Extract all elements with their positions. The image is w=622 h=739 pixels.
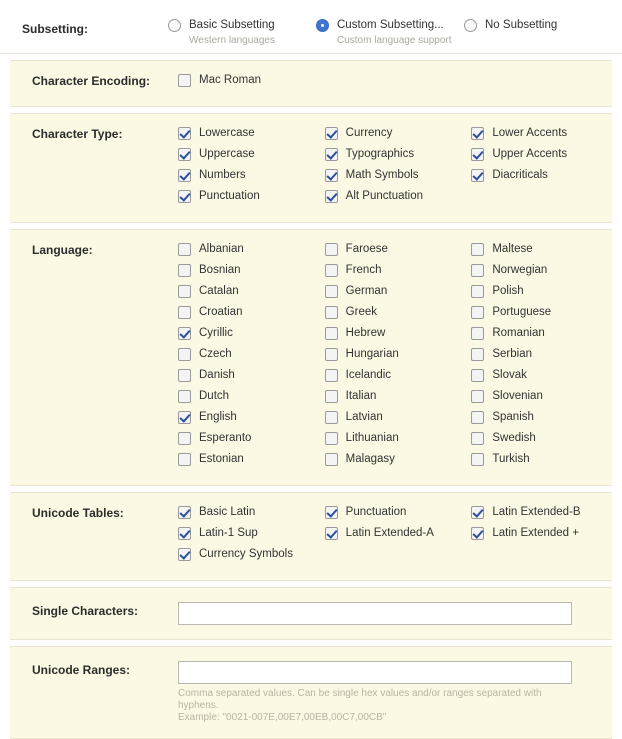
checkbox-greek-icon[interactable] [325, 306, 338, 319]
checkbox-faroese-icon[interactable] [325, 243, 338, 256]
checkbox-danish[interactable] [178, 368, 325, 389]
subsetting-option-basic-sub: Western languages [189, 35, 275, 46]
language-section [10, 229, 612, 486]
checkbox-estonian-icon[interactable] [178, 453, 191, 466]
checkbox-cyrillic[interactable] [178, 326, 325, 347]
unicode-ranges-helper-line2: Example: "0021-007E,00E7,00EB,00C7,00CB" [178, 712, 387, 723]
language-column-3 [471, 242, 618, 473]
checkbox-upper-accents[interactable] [471, 147, 618, 168]
checkbox-lithuanian-icon[interactable] [325, 432, 338, 445]
checkbox-alt-punctuation-icon[interactable] [325, 190, 338, 203]
checkbox-dutch[interactable] [178, 389, 325, 410]
checkbox-latin-extended-b-label: Latin Extended-B [492, 506, 581, 518]
language-options [178, 242, 618, 473]
checkbox-catalan[interactable] [178, 284, 325, 305]
checkbox-cyrillic-icon[interactable] [178, 327, 191, 340]
checkbox-lower-accents[interactable] [471, 126, 618, 147]
unicode-ranges-helper-line1: Comma separated values. Can be single hex values and/or ranges separated with hyphens. [178, 688, 542, 711]
character-type-column-1 [178, 126, 325, 210]
checkbox-punctuation-label: Punctuation [199, 190, 260, 202]
checkbox-uppercase-label: Uppercase [199, 148, 255, 160]
checkbox-typographics[interactable] [325, 147, 472, 168]
checkbox-albanian[interactable] [178, 242, 325, 263]
character-encoding-column-1 [178, 73, 326, 94]
checkbox-basic-latin-icon[interactable] [178, 506, 191, 519]
checkbox-polish-icon[interactable] [471, 285, 484, 298]
subsetting-radio-group [168, 0, 622, 46]
checkbox-latin-extended-plus-label: Latin Extended + [492, 527, 579, 539]
checkbox-croatian-icon[interactable] [178, 306, 191, 319]
checkbox-malagasy-label: Malagasy [345, 453, 395, 465]
checkbox-latin-extended-b-icon[interactable] [471, 506, 484, 519]
unicode-ranges-label: Unicode Ranges: [32, 663, 131, 677]
radio-custom-subsetting-icon[interactable] [316, 19, 329, 32]
checkbox-maltese-icon[interactable] [471, 243, 484, 256]
checkbox-norwegian-icon[interactable] [471, 264, 484, 277]
checkbox-latin-extended-plus-icon[interactable] [471, 527, 484, 540]
checkbox-hungarian[interactable] [325, 347, 472, 368]
language-label: Language: [32, 243, 93, 257]
checkbox-icelandic[interactable] [325, 368, 472, 389]
checkbox-latin-1-sup[interactable] [178, 526, 325, 547]
checkbox-math-symbols[interactable] [325, 168, 472, 189]
checkbox-serbian[interactable] [471, 347, 618, 368]
checkbox-esperanto[interactable] [178, 431, 325, 452]
language-column-2 [325, 242, 472, 473]
checkbox-romanian[interactable] [471, 326, 618, 347]
unicode-tables-column-2 [325, 505, 472, 568]
subsetting-option-none[interactable] [464, 18, 612, 46]
checkbox-punctuation[interactable] [178, 189, 325, 210]
checkbox-uppercase[interactable] [178, 147, 325, 168]
checkbox-cyrillic-label: Cyrillic [199, 327, 233, 339]
checkbox-diacriticals-icon[interactable] [471, 169, 484, 182]
checkbox-diacriticals-label: Diacriticals [492, 169, 548, 181]
subsetting-option-custom-sub: Custom language support [337, 35, 452, 46]
checkbox-malagasy-icon[interactable] [325, 453, 338, 466]
checkbox-typographics-label: Typographics [345, 148, 415, 160]
radio-basic-subsetting-icon[interactable] [168, 19, 181, 32]
character-type-column-3 [471, 126, 618, 210]
checkbox-basic-latin[interactable] [178, 505, 325, 526]
checkbox-french-icon[interactable] [325, 264, 338, 277]
checkbox-esperanto-label: Esperanto [199, 432, 252, 444]
checkbox-norwegian[interactable] [471, 263, 618, 284]
checkbox-latin-extended-a-icon[interactable] [325, 527, 338, 540]
checkbox-english[interactable] [178, 410, 325, 431]
unicode-tables-column-1 [178, 505, 325, 568]
checkbox-hebrew[interactable] [325, 326, 472, 347]
checkbox-unicode-punctuation-icon[interactable] [325, 506, 338, 519]
checkbox-slovenian[interactable] [471, 389, 618, 410]
checkbox-spanish-icon[interactable] [471, 411, 484, 424]
unicode-tables-section [10, 492, 612, 581]
checkbox-unicode-punctuation[interactable] [325, 505, 472, 526]
checkbox-lowercase-icon[interactable] [178, 127, 191, 140]
checkbox-swedish-icon[interactable] [471, 432, 484, 445]
checkbox-turkish-icon[interactable] [471, 453, 484, 466]
character-type-options [178, 126, 618, 210]
unicode-ranges-section [10, 646, 612, 739]
checkbox-latvian-icon[interactable] [325, 411, 338, 424]
checkbox-basic-latin-label: Basic Latin [199, 506, 256, 518]
checkbox-typographics-icon[interactable] [325, 148, 338, 161]
checkbox-lower-accents-label: Lower Accents [492, 127, 568, 139]
checkbox-latin-extended-a[interactable] [325, 526, 472, 547]
character-encoding-label: Character Encoding: [32, 74, 151, 88]
checkbox-spanish-label: Spanish [492, 411, 534, 423]
checkbox-maltese[interactable] [471, 242, 618, 263]
checkbox-english-icon[interactable] [178, 411, 191, 424]
checkbox-estonian-label: Estonian [199, 453, 244, 465]
checkbox-lowercase[interactable] [178, 126, 325, 147]
checkbox-latin-1-sup-icon[interactable] [178, 527, 191, 540]
checkbox-lowercase-label: Lowercase [199, 127, 255, 139]
subsetting-option-custom[interactable] [316, 18, 464, 46]
checkbox-currency-symbols-label: Currency Symbols [199, 548, 293, 560]
unicode-tables-column-3 [471, 505, 618, 568]
checkbox-slovak-icon[interactable] [471, 369, 484, 382]
character-type-column-2 [325, 126, 472, 210]
checkbox-german-icon[interactable] [325, 285, 338, 298]
checkbox-slovak-label: Slovak [492, 369, 527, 381]
checkbox-faroese[interactable] [325, 242, 472, 263]
checkbox-diacriticals[interactable] [471, 168, 618, 189]
checkbox-malagasy[interactable] [325, 452, 472, 473]
checkbox-alt-punctuation-label: Alt Punctuation [345, 190, 424, 202]
checkbox-english-label: English [199, 411, 237, 423]
checkbox-upper-accents-icon[interactable] [471, 148, 484, 161]
subsetting-option-basic[interactable] [168, 18, 316, 46]
checkbox-portuguese-label: Portuguese [492, 306, 552, 318]
checkbox-spanish[interactable] [471, 410, 618, 431]
character-type-label: Character Type: [32, 127, 123, 141]
checkbox-lower-accents-icon[interactable] [471, 127, 484, 140]
checkbox-estonian[interactable] [178, 452, 325, 473]
checkbox-lithuanian-label: Lithuanian [345, 432, 399, 444]
checkbox-currency-symbols[interactable] [178, 547, 325, 568]
checkbox-currency-icon[interactable] [325, 127, 338, 140]
checkbox-swedish-label: Swedish [492, 432, 536, 444]
checkbox-albanian-icon[interactable] [178, 243, 191, 256]
unicode-tables-label: Unicode Tables: [32, 506, 124, 520]
checkbox-latvian[interactable] [325, 410, 472, 431]
subsetting-label: Subsetting: [22, 22, 88, 36]
checkbox-latin-extended-a-label: Latin Extended-A [345, 527, 434, 539]
checkbox-czech-icon[interactable] [178, 348, 191, 361]
subsetting-option-basic-label: Basic Subsetting [189, 19, 275, 31]
checkbox-alt-punctuation[interactable] [325, 189, 472, 210]
checkbox-catalan-icon[interactable] [178, 285, 191, 298]
checkbox-currency-symbols-icon[interactable] [178, 548, 191, 561]
checkbox-slovak[interactable] [471, 368, 618, 389]
checkbox-lithuanian[interactable] [325, 431, 472, 452]
checkbox-turkish-label: Turkish [492, 453, 530, 465]
checkbox-icelandic-icon[interactable] [325, 369, 338, 382]
checkbox-numbers-label: Numbers [199, 169, 246, 181]
checkbox-swedish[interactable] [471, 431, 618, 452]
checkbox-currency-label: Currency [345, 127, 393, 139]
checkbox-latin-extended-plus[interactable] [471, 526, 618, 547]
checkbox-czech[interactable] [178, 347, 325, 368]
checkbox-bosnian-icon[interactable] [178, 264, 191, 277]
single-characters-input[interactable] [178, 602, 572, 625]
checkbox-mac-roman[interactable] [178, 73, 326, 94]
subsetting-option-none-label: No Subsetting [485, 19, 558, 31]
single-characters-section [10, 587, 612, 640]
checkbox-catalan-label: Catalan [199, 285, 239, 297]
unicode-ranges-input[interactable] [178, 661, 572, 684]
checkbox-dutch-icon[interactable] [178, 390, 191, 403]
checkbox-italian[interactable] [325, 389, 472, 410]
unicode-ranges-helper [178, 688, 578, 724]
checkbox-norwegian-label: Norwegian [492, 264, 548, 276]
language-column-1 [178, 242, 325, 473]
checkbox-maltese-label: Maltese [492, 243, 533, 255]
checkbox-upper-accents-label: Upper Accents [492, 148, 568, 160]
checkbox-serbian-label: Serbian [492, 348, 532, 360]
checkbox-dutch-label: Dutch [199, 390, 230, 402]
checkbox-bosnian[interactable] [178, 263, 325, 284]
checkbox-hebrew-label: Hebrew [345, 327, 386, 339]
checkbox-croatian[interactable] [178, 305, 325, 326]
checkbox-slovenian-label: Slovenian [492, 390, 543, 402]
checkbox-polish-label: Polish [492, 285, 524, 297]
checkbox-bosnian-label: Bosnian [199, 264, 241, 276]
checkbox-german-label: German [345, 285, 388, 297]
checkbox-german[interactable] [325, 284, 472, 305]
checkbox-faroese-label: Faroese [345, 243, 388, 255]
single-characters-label: Single Characters: [32, 604, 139, 618]
checkbox-portuguese[interactable] [471, 305, 618, 326]
checkbox-czech-label: Czech [199, 348, 232, 360]
checkbox-punctuation-icon[interactable] [178, 190, 191, 203]
checkbox-hebrew-icon[interactable] [325, 327, 338, 340]
checkbox-uppercase-icon[interactable] [178, 148, 191, 161]
checkbox-latin-extended-b[interactable] [471, 505, 618, 526]
checkbox-hungarian-icon[interactable] [325, 348, 338, 361]
subsetting-section [0, 0, 622, 54]
character-type-section [10, 113, 612, 223]
checkbox-math-symbols-icon[interactable] [325, 169, 338, 182]
checkbox-danish-icon[interactable] [178, 369, 191, 382]
checkbox-romanian-label: Romanian [492, 327, 545, 339]
checkbox-icelandic-label: Icelandic [345, 369, 392, 381]
checkbox-polish[interactable] [471, 284, 618, 305]
unicode-tables-options [178, 505, 618, 568]
checkbox-croatian-label: Croatian [199, 306, 243, 318]
checkbox-mac-roman-label: Mac Roman [199, 74, 261, 86]
checkbox-greek-label: Greek [345, 306, 377, 318]
checkbox-french[interactable] [325, 263, 472, 284]
character-encoding-options [178, 73, 618, 94]
checkbox-slovenian-icon[interactable] [471, 390, 484, 403]
checkbox-unicode-punctuation-label: Punctuation [345, 506, 407, 518]
checkbox-esperanto-icon[interactable] [178, 432, 191, 445]
subsetting-option-custom-label: Custom Subsetting... [337, 19, 444, 31]
checkbox-mac-roman-icon[interactable] [178, 74, 191, 87]
checkbox-numbers[interactable] [178, 168, 325, 189]
checkbox-serbian-icon[interactable] [471, 348, 484, 361]
checkbox-latvian-label: Latvian [345, 411, 383, 423]
checkbox-currency[interactable] [325, 126, 472, 147]
checkbox-danish-label: Danish [199, 369, 235, 381]
checkbox-italian-icon[interactable] [325, 390, 338, 403]
checkbox-portuguese-icon[interactable] [471, 306, 484, 319]
radio-no-subsetting-icon[interactable] [464, 19, 477, 32]
checkbox-romanian-icon[interactable] [471, 327, 484, 340]
checkbox-numbers-icon[interactable] [178, 169, 191, 182]
checkbox-math-symbols-label: Math Symbols [345, 169, 419, 181]
checkbox-latin-1-sup-label: Latin-1 Sup [199, 527, 258, 539]
checkbox-greek[interactable] [325, 305, 472, 326]
checkbox-hungarian-label: Hungarian [345, 348, 399, 360]
character-encoding-section [10, 60, 612, 107]
checkbox-french-label: French [345, 264, 382, 276]
checkbox-italian-label: Italian [345, 390, 377, 402]
checkbox-turkish[interactable] [471, 452, 618, 473]
checkbox-albanian-label: Albanian [199, 243, 244, 255]
